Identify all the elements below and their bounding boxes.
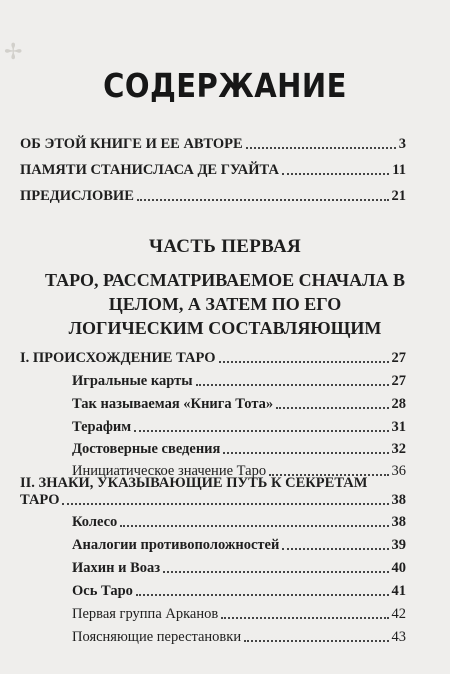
toc-entry [20, 162, 406, 179]
leader-dots [221, 616, 388, 619]
toc-entry-label: Терафим [72, 419, 132, 435]
bleed-through-mark-icon: ✢ [4, 40, 23, 65]
toc-entry-page: 42 [391, 606, 406, 622]
toc-entry-label: Так называемая «Книга Тота» [72, 396, 274, 412]
toc-entry-page: 38 [391, 514, 406, 530]
toc-entry-label: Ось Таро [72, 583, 133, 599]
toc-subentry [72, 373, 406, 390]
toc-subentry [72, 606, 406, 623]
leader-dots [282, 172, 389, 175]
toc-entry [20, 136, 406, 153]
toc-section-heading [20, 492, 406, 509]
leader-dots [196, 383, 389, 386]
page-title: СОДЕРЖАНИЕ [103, 66, 347, 105]
toc-entry-page: 28 [391, 396, 406, 412]
part-subtitle: ТАРО, РАССМАТРИВАЕМОЕ СНАЧАЛА В ЦЕЛОМ, А ЗАТЕМ ПО ЕГО ЛОГИЧЕСКИМ СОСТАВЛЯЮЩИМ [45, 270, 405, 338]
toc-entry-page: 41 [391, 583, 406, 599]
toc-entry-page: 39 [391, 537, 406, 553]
toc-subentry [72, 441, 406, 458]
toc-entry-page: 11 [392, 162, 406, 178]
toc-section-heading-line1: II. ЗНАКИ, УКАЗЫВАЮЩИЕ ПУТЬ К СЕКРЕТАМ [20, 475, 368, 491]
toc-entry-label: Колесо [72, 514, 118, 530]
toc-entry-page: 31 [391, 419, 406, 435]
leader-dots [219, 360, 389, 363]
toc-entry-label: Иахин и Воаз [72, 560, 161, 576]
toc-entry-label: Аналогии противоположностей [72, 537, 280, 553]
leader-dots [120, 524, 388, 527]
leader-dots [62, 502, 388, 505]
toc-subentry [72, 514, 406, 531]
toc-entry-label: ОБ ЭТОЙ КНИГЕ И ЕЕ АВТОРЕ [20, 136, 243, 152]
toc-entry-page: 32 [391, 441, 406, 457]
leader-dots [163, 570, 388, 573]
toc-entry-page: 27 [391, 373, 406, 389]
leader-dots [136, 593, 389, 596]
leader-dots [276, 406, 388, 409]
toc-section-heading [20, 350, 406, 367]
part-title: ЧАСТЬ ПЕРВАЯ [148, 236, 301, 257]
toc-entry-label: Инициатическое значение Таро [72, 463, 267, 479]
leader-dots [246, 146, 396, 149]
toc-entry [20, 188, 406, 205]
leader-dots [134, 429, 388, 432]
toc-entry-label: I. ПРОИСХОЖДЕНИЕ ТАРО [20, 350, 216, 366]
toc-entry-label: ПАМЯТИ СТАНИСЛАСА ДЕ ГУАЙТА [20, 162, 279, 178]
toc-subentry [72, 583, 406, 600]
toc-entry-label: ПРЕДИСЛОВИЕ [20, 188, 134, 204]
toc-entry-label: Игральные карты [72, 373, 193, 389]
leader-dots [223, 451, 388, 454]
toc-entry-page: 36 [391, 463, 406, 479]
toc-entry-page: 27 [391, 350, 406, 366]
toc-entry-page: 3 [398, 136, 406, 152]
toc-entry-page: 40 [391, 560, 406, 576]
toc-subentry [72, 537, 406, 554]
toc-entry-label: Первая группа Арканов [72, 606, 219, 622]
toc-entry-page: 38 [391, 492, 406, 508]
toc-subentry [72, 560, 406, 577]
leader-dots [282, 547, 388, 550]
toc-entry-label: Достоверные сведения [72, 441, 221, 457]
toc-subentry [72, 419, 406, 436]
toc-subentry [72, 629, 406, 646]
toc-entry-page: 21 [391, 188, 406, 204]
toc-entry-label: Поясняющие перестановки [72, 629, 242, 645]
toc-entry-label: ТАРО [20, 492, 60, 508]
toc-entry-page: 43 [391, 629, 406, 645]
leader-dots [137, 198, 389, 201]
leader-dots [244, 639, 388, 642]
toc-subentry [72, 396, 406, 413]
